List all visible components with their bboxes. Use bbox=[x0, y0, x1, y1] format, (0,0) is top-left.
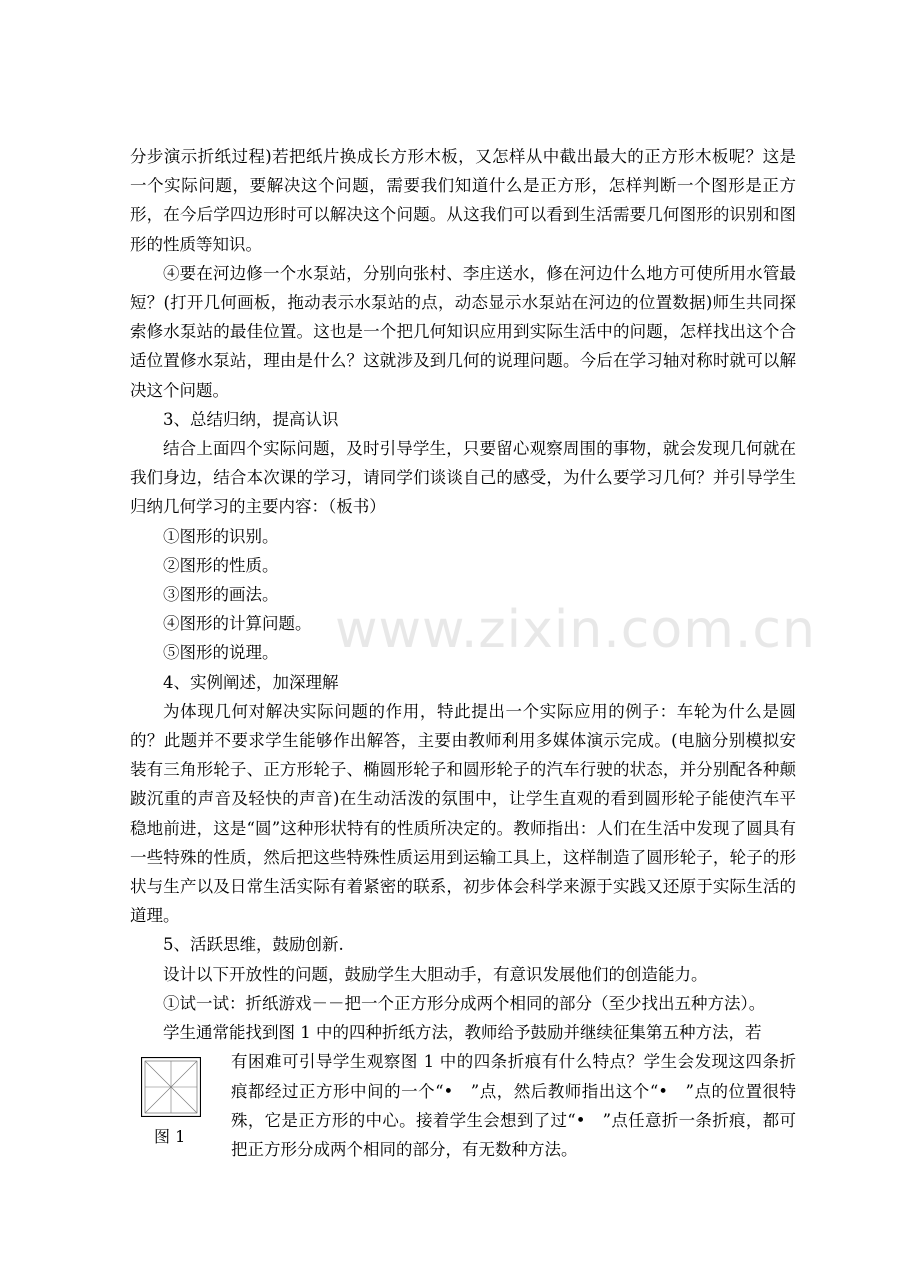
paragraph: 3、总结归纳，提高认识 bbox=[163, 409, 339, 429]
document-body bbox=[130, 142, 796, 1167]
paragraph: ②图形的性质。 bbox=[163, 555, 279, 575]
paragraph: ①试一试：折纸游戏－－把一个正方形分成两个相同的部分（至少找出五种方法）。 bbox=[163, 993, 766, 1013]
paragraph: ⑤图形的说理。 bbox=[163, 643, 279, 663]
figure-section bbox=[130, 1047, 796, 1167]
paragraph: 结合上面四个实际问题，及时引导学生，只要留心观察周围的事物，就会发现几何就在我们身边，结合本次课的学习，请同学们谈谈自己的感受，为什么要学习几何？并引导学生归纳几何学习的主要内容：（板书） bbox=[130, 439, 796, 517]
paragraph: 5、活跃思维，鼓励创新. bbox=[163, 935, 344, 955]
figure-caption: 图 1 bbox=[154, 1127, 186, 1147]
fold-lines-icon bbox=[141, 1057, 201, 1117]
paragraph: 为体现几何对解决实际问题的作用，特此提出一个实际应用的例子：车轮为什么是圆的？此题并不要求学生能够作出解答，主要由教师利用多媒体演示完成。(电脑分别模拟安装有三角形轮子、正方形轮子、椭圆形轮子和圆形轮子的汽车行驶的状态，并分别配各种颠跛沉重的声音及轻快的声音)在生动活泼的氛围中，让学生直观的看到圆形轮子能使汽车平稳地前进，这是“圆”这种形状特有的性质所决定的。教师指出：人们在生活中发现了圆具有一些特殊的性质，然后把这些特殊性质运用到运输工具上，这样制造了圆形轮子，轮子的形状与生产以及日常生活实际有着紧密的联系，初步体会科学来源于实践又还原于实际生活的道理。 bbox=[130, 701, 796, 926]
paragraph: 学生通常能找到图 1 中的四种折纸方法，教师给予鼓励并继续征集第五种方法，若 bbox=[163, 1023, 762, 1043]
paragraph: 分步演示折纸过程)若把纸片换成长方形木板，又怎样从中截出最大的正方形木板呢？这是一个实际问题，要解决这个问题，需要我们知道什么是正方形，怎样判断一个图形是正方形，在今后学四边形时可以解决这个问题。从这我们可以看到生活需要几何图形的识别和图形的性质等知识。 bbox=[130, 147, 796, 254]
paragraph: ④要在河边修一个水泵站，分别向张村、李庄送水，修在河边什么地方可使所用水管最短？(打开几何画板，拖动表示水泵站的点，动态显示水泵站在河边的位置数据)师生共同探索修水泵站的最佳位置。这也是一个把几何知识应用到实际生活中的问题，怎样找出这个合适位置修水泵站，理由是什么？这就涉及到几何的说理问题。今后在学习轴对称时就可以解决这个问题。 bbox=[130, 263, 796, 400]
paragraph: ①图形的识别。 bbox=[163, 526, 279, 546]
paragraph-list bbox=[130, 142, 796, 1047]
paragraph: 4、实例阐述，加深理解 bbox=[163, 672, 339, 692]
paragraph: ④图形的计算问题。 bbox=[163, 614, 312, 634]
figure-1-square-diagram bbox=[141, 1057, 201, 1117]
figure-paragraph: 有困难可引导学生观察图 1 中的四条折痕有什么特点？学生会发现这四条折痕都经过正方形中间的一个“• ”点，然后教师指出这个“• ”点的位置很特殊，它是正方形的中心。接着学生会想到了过“• ”点任意折一条折痕，都可把正方形分成两个相同的部分，有无数种方法。 bbox=[231, 1052, 796, 1159]
paragraph: ③图形的画法。 bbox=[163, 585, 279, 605]
paragraph: 设计以下开放性的问题，鼓励学生大胆动手，有意识发展他们的创造能力。 bbox=[163, 964, 708, 984]
watermark-text: www.zixin.com.cn bbox=[335, 600, 816, 660]
